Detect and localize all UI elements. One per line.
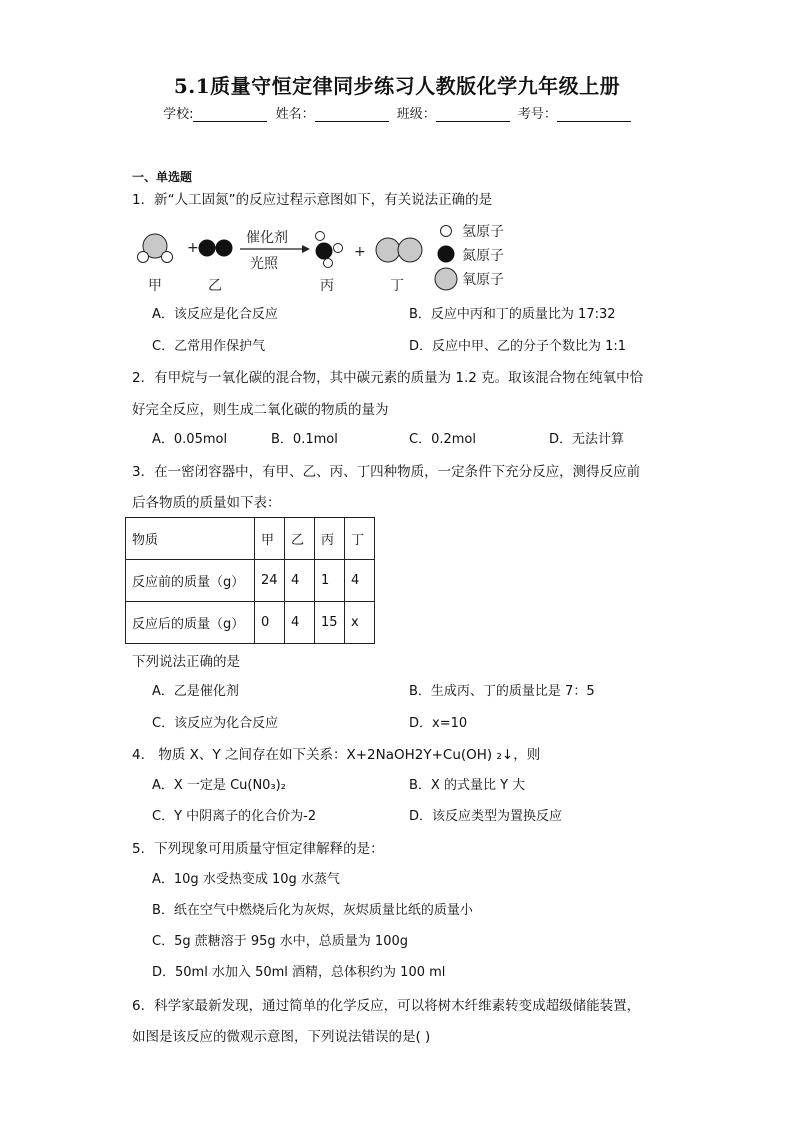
reaction-arrow-head: [302, 245, 310, 253]
table-cell: 4: [285, 560, 315, 602]
legend-nitrogen: 氮原子: [462, 248, 504, 264]
q2-option-a[interactable]: A．0.05mol: [152, 432, 228, 447]
label-bing: 丙: [320, 278, 334, 294]
label-ding: 丁: [390, 278, 404, 294]
q3-stem-line1: 3．在一密闭容器中，有甲、乙、丙、丁四种物质，一定条件下充分反应，测得反应前: [132, 464, 641, 480]
q1-option-d[interactable]: D．反应中甲、乙的分子个数比为 1:1: [409, 339, 627, 354]
q1-option-b[interactable]: B．反应中丙和丁的质量比为 17:32: [409, 307, 616, 322]
q5-option-b[interactable]: B．纸在空气中燃烧后化为灰烬，灰烬质量比纸的质量小: [152, 903, 473, 918]
q4-option-d[interactable]: D．该反应类型为置换反应: [409, 809, 563, 824]
table-header-cell: 丙: [315, 518, 345, 560]
q5-option-a[interactable]: A．10g 水受热变成 10g 水蒸气: [152, 872, 340, 887]
q5-stem: 5．下列现象可用质量守恒定律解释的是：: [132, 841, 384, 857]
table-cell: x: [345, 602, 375, 644]
table-cell: 15: [315, 602, 345, 644]
molecule-yi: [199, 240, 233, 257]
page-title: 5.1质量守恒定律同步练习人教版化学九年级上册: [173, 74, 621, 98]
q4-option-c[interactable]: C．Y 中阴离子的化合价为-2: [152, 809, 317, 824]
condition-catalyst: 催化剂: [246, 230, 288, 246]
atom-legend: [435, 224, 504, 290]
school-label: 学校:: [163, 107, 194, 122]
condition-light: 光照: [250, 256, 278, 272]
q3-mass-table: [125, 517, 375, 644]
label-jia: 甲: [148, 278, 162, 294]
legend-hydrogen-symbol: [441, 226, 452, 237]
q5-option-c[interactable]: C．5g 蔗糖溶于 95g 水中，总质量为 100g: [152, 934, 408, 949]
label-yi: 乙: [208, 278, 222, 294]
section-heading: 一、单选题: [132, 170, 193, 184]
molecule-jia: [138, 234, 173, 263]
legend-nitrogen-symbol: [438, 246, 455, 263]
school-blank[interactable]: [193, 109, 267, 122]
table-cell: 0: [255, 602, 285, 644]
q2-option-c[interactable]: C．0.2mol: [409, 432, 476, 447]
class-label: 班级：: [396, 107, 436, 122]
table-header-cell: 乙: [285, 518, 315, 560]
table-cell: 反应后的质量（g）: [126, 602, 255, 644]
table-header-cell: 物质: [126, 518, 255, 560]
molecule-bing: [316, 232, 343, 268]
table-cell: 4: [345, 560, 375, 602]
q4-option-a[interactable]: A．X 一定是 Cu(N0₃)₂: [152, 778, 286, 793]
name-label: 姓名：: [275, 107, 315, 122]
table-cell: 24: [255, 560, 285, 602]
table-header-cell: 甲: [255, 518, 285, 560]
q3-option-d[interactable]: D．x=10: [409, 716, 468, 731]
molecule-ding: [376, 238, 422, 262]
name-blank[interactable]: [315, 109, 389, 122]
q1-option-c[interactable]: C．乙常用作保护气: [152, 339, 266, 354]
table-cell: 1: [315, 560, 345, 602]
legend-oxygen: 氧原子: [462, 272, 504, 288]
q3-stem-line2: 后各物质的质量如下表：: [132, 495, 281, 511]
q3-option-c[interactable]: C．该反应为化合反应: [152, 716, 279, 731]
plus-sign-1: +: [187, 240, 199, 256]
q5-option-d[interactable]: D．50ml 水加入 50ml 酒精，总体积约为 100 ml: [152, 965, 446, 980]
q2-stem-line2: 好完全反应，则生成二氧化碳的物质的量为: [132, 402, 389, 418]
q2-option-d[interactable]: D．无法计算: [549, 432, 625, 447]
q6-stem-line2: 如图是该反应的微观示意图，下列说法错误的是( ): [132, 1029, 431, 1045]
exam-no-blank[interactable]: [557, 109, 631, 122]
q2-stem-line1: 2．有甲烷与一氧化碳的混合物，其中碳元素的质量为 1.2 克。取该混合物在纯氧中恰: [132, 370, 644, 386]
plus-sign-2: +: [354, 244, 366, 260]
q1-option-a[interactable]: A．该反应是化合反应: [152, 307, 278, 322]
exam-no-label: 考号：: [517, 107, 557, 122]
legend-hydrogen: 氢原子: [462, 224, 504, 240]
q3-option-b[interactable]: B．生成丙、丁的质量比是 7：5: [409, 684, 595, 699]
q3-after-table: 下列说法正确的是: [132, 654, 240, 670]
q3-option-a[interactable]: A．乙是催化剂: [152, 684, 239, 699]
q6-stem-line1: 6．科学家最新发现，通过简单的化学反应，可以将树木纤维素转变成超级储能装置，: [132, 998, 641, 1014]
table-row: [126, 560, 375, 602]
table-cell: 4: [285, 602, 315, 644]
table-header-row: [126, 518, 375, 560]
table-row: [126, 602, 375, 644]
q1-stem: 1．新“人工固氮”的反应过程示意图如下，有关说法正确的是: [132, 192, 493, 208]
legend-oxygen-symbol: [435, 268, 457, 290]
table-header-cell: 丁: [345, 518, 375, 560]
class-blank[interactable]: [436, 109, 510, 122]
table-cell: 反应前的质量（g）: [126, 560, 255, 602]
q4-stem: 4． 物质 X、Y 之间存在如下关系：X+2NaOH2Y+Cu(OH) ₂↓，则: [132, 747, 541, 763]
q2-option-b[interactable]: B．0.1mol: [271, 432, 338, 447]
q4-option-b[interactable]: B．X 的式量比 Y 大: [409, 778, 526, 793]
q1-reaction-diagram: [132, 222, 552, 300]
student-info-line: [0, 103, 794, 122]
